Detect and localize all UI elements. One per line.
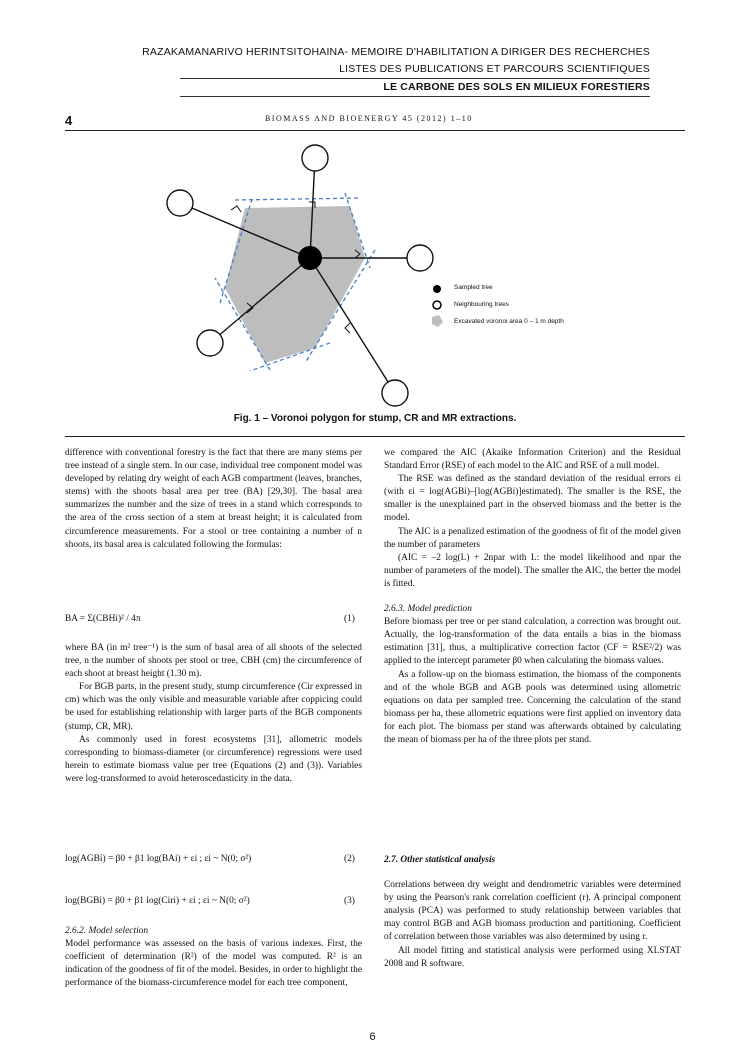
equation-3: log(BGBi) = β0 + β1 log(Ciri) + εi ; εi ~ N(0; σ²) — [65, 896, 250, 906]
right-p3: The AIC is a penalized estimation of the goodness of fit of the model given the number of parameters — [384, 526, 681, 550]
right-p6: As a follow-up on the biomass estimation, the biomass of the components and of the whole BGB and AGB pools was determined using allometric equations on data per sampled tree. Concerning the calculation of the stand biomass per ha, these allometric equations were first applied on inventory data for each plot. The biomass per stand was afterwards obtained by calculating the mean of biomass per ha of the three plots per stand. — [384, 669, 681, 745]
right-p2: The RSE was defined as the standard deviation of the residual errors εi (with εi = log(AGBi)–[log(AGBi)]estimated). The smaller is the RSE, the smaller is the unexplained part in the observed biomass and the better is the model. — [384, 474, 681, 524]
right-p8: All model fitting and statistical analysis were performed using XLSTAT 2008 and R software. — [384, 945, 681, 969]
left-p2: where BA (in m² tree⁻¹) is the sum of basal area of all shoots of the selected tree, n the number of shoots per stool or tree, CBH (cm) the circumference of each shoot at breast height (1.30 m). — [65, 643, 362, 680]
equation-3-number: (3) — [344, 896, 355, 906]
header-line-3: LE CARBONE DES SOLS EN MILIEUX FORESTIERS — [383, 81, 650, 93]
journal-page-number: 4 — [65, 113, 73, 128]
legend-neighbouring: Neighbouring trees — [454, 301, 509, 308]
right-col-top — [384, 447, 681, 747]
journal-title: BIOMASS AND BIOENERGY 45 (2012) 1–10 — [265, 114, 473, 123]
legend-symbols — [430, 284, 444, 334]
header-divider — [180, 78, 650, 79]
voronoi-area — [225, 206, 365, 363]
right-p7: Correlations between dry weight and dendrometric variables were determined by using the Pearson's rank correlation coefficient (r). A principal component analysis (PCA) was performed to study relationship between variables that may control BGB and AGB biomass production and partitioning. Coefficient of correlation between those variables was also determined by using r. — [384, 880, 681, 943]
right-p5: Before biomass per tree or per stand calculation, a correction was brought out. Actually, the log-transformation of the data entails a bias in the biomass estimation [31], thus, a multiplicative correction factor (CF = RSE²/2) was applied to the intercept parameter β0 when calculating the biomass values. — [384, 617, 681, 667]
left-p4: As commonly used in forest ecosystems [31], allometric models corresponding to biomass-diameter (or circumference) regressions were used herein to estimate biomass value per tree (Equations (2) and (3)). Variables were log-transformed to avoid heteroscedasticity in the data. — [65, 734, 362, 784]
section-2-7: 2.7. Other statistical analysis — [384, 855, 496, 865]
figure-rule — [65, 436, 685, 437]
header-line-1: RAZAKAMANARIVO HERINTSITOHAINA- MEMOIRE D'HABILITATION A DIRIGER DES RECHERCHES — [142, 46, 650, 58]
voronoi-figure — [155, 138, 435, 408]
left-col-top — [65, 447, 362, 552]
footer-page-number: 6 — [369, 1031, 376, 1043]
equation-1: BA = Σ(CBHi)² / 4π — [65, 614, 141, 624]
right-p1: we compared the AIC (Akaike Information Criterion) and the Residual Standard Error (RSE) of each model to the AIC and RSE of a null model. — [384, 448, 681, 472]
right-p4: (AIC = –2 log(L) + 2npar with L: the model likelihood and npar the number of parameters of the model). The smaller the AIC, the better the model is fitted. — [384, 552, 681, 589]
left-col-mid — [65, 642, 362, 786]
left-col-bottom — [65, 925, 362, 990]
left-p5: Model performance was assessed on the basis of various indexes. First, the coefficient of determination (R²) of the model was computed. R² is an indication of the goodness of fit of the model. Besides, in order to highlight the performance of the biomass-circumference model for each tree component, — [65, 939, 362, 989]
figure-caption: Fig. 1 – Voronoi polygon for stump, CR and MR extractions. — [233, 413, 517, 424]
section-2-6-2: 2.6.2. Model selection — [65, 926, 149, 936]
left-p3: For BGB parts, in the present study, stump circumference (Cir expressed in cm) which was the only visible and measurable variable after coppicing could be used for establishing relationship with larger parts of the BGB components (stump, CR, MR). — [65, 682, 362, 732]
equation-1-number: (1) — [344, 614, 355, 624]
right-col-bottom — [384, 854, 681, 971]
top-rule — [65, 130, 685, 131]
legend-sampled: Sampled tree — [454, 284, 493, 291]
equation-2-number: (2) — [344, 854, 355, 864]
sampled-tree — [298, 246, 322, 270]
equation-2: log(AGBi) = β0 + β1 log(BAi) + εi ; εi ~ N(0; σ²) — [65, 854, 252, 864]
header-divider-2 — [180, 96, 650, 97]
left-p1: difference with conventional forestry is the fact that there are many stems per tree instead of a single stem. In our case, individual tree component model was developed by relating dry weight of each AGB compartment (leaves, branches, stems) with the shoots basal area per tree (BA) [29,30]. The basal area summarizes the number and the size of trees in a stand which corresponds to the area of the cross section of a stem at breast height; it is calculated from circumference measurements. For a stool or tree containing a number of n shoots, its basal area is calculated following the formulas: — [65, 448, 362, 550]
legend-area: Excavated voronoi area 0 – 1 m depth — [454, 318, 564, 325]
section-2-6-3: 2.6.3. Model prediction — [384, 604, 472, 615]
header-line-2: LISTES DES PUBLICATIONS ET PARCOURS SCIENTIFIQUES — [339, 63, 650, 75]
